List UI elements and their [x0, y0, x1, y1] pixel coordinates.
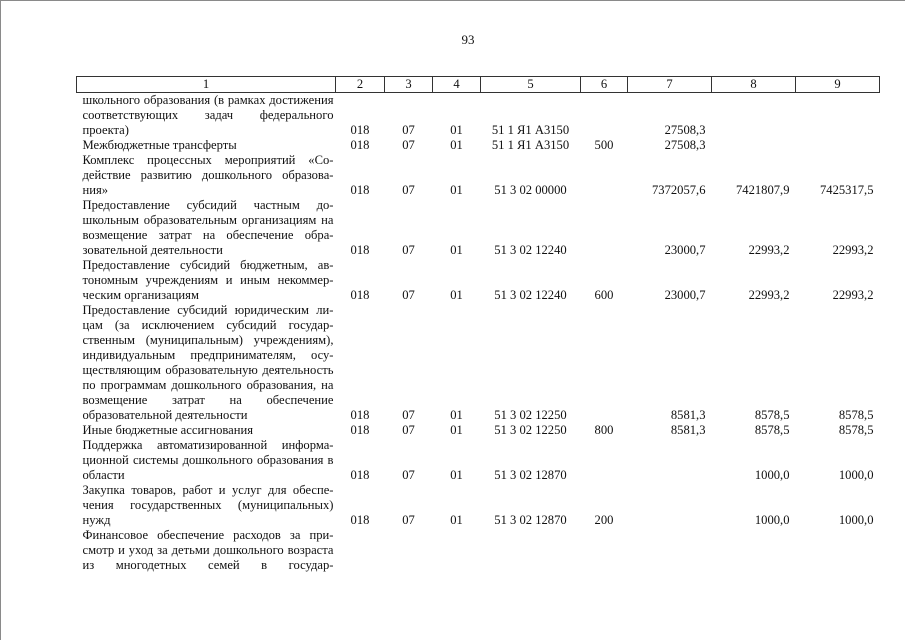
- cell-subsection: 01: [450, 123, 463, 137]
- cell-expense-type: [581, 438, 628, 483]
- column-header: 9: [796, 77, 880, 93]
- cell-amount-col8: 1000,0: [754, 468, 790, 482]
- cell-target-article: 51 3 02 12870: [494, 468, 567, 482]
- table-row: [77, 198, 880, 258]
- cell-amount-col8: [712, 138, 796, 153]
- table-row: [77, 138, 880, 153]
- cell-expense-type: 800: [594, 423, 614, 437]
- cell-amount-col8: [712, 93, 796, 139]
- table-row: [77, 438, 880, 483]
- row-description: Финансовое обеспечение расходов за присмотр и уход за детьми дошкольного возраста из многодетных семей в государ-: [82, 528, 334, 572]
- table-row: [77, 303, 880, 423]
- cell-ministry-code: 018: [350, 408, 370, 422]
- cell-ministry-code: 018: [350, 468, 370, 482]
- cell-expense-type: [581, 93, 628, 139]
- cell-ministry-code: 018: [350, 423, 370, 437]
- table-row: [77, 483, 880, 528]
- cell-expense-type: [581, 198, 628, 258]
- table-row: [77, 93, 880, 139]
- cell-amount-col8: 1000,0: [754, 513, 790, 527]
- cell-amount-col9: 22993,2: [832, 243, 874, 257]
- row-description: Предоставление субсидий юридическим лицам (за исключением субсидий государственным (муниципальным) учреждениям), индивидуальным предпринимателям, осуществляющим образовательную деятельность по программам дошкольного образования, на возмещение затрат на обеспечение образовательной деятельности: [82, 303, 334, 422]
- cell-amount-col9: 1000,0: [838, 468, 874, 482]
- cell-target-article: 51 3 02 12250: [494, 408, 567, 422]
- row-description: Межбюджетные трансферты: [82, 138, 237, 152]
- cell-subsection: [433, 528, 481, 573]
- cell-amount-col7: 8581,3: [670, 408, 706, 422]
- table-row: [77, 423, 880, 438]
- cell-target-article: 51 3 02 12250: [494, 423, 567, 437]
- cell-subsection: 01: [450, 243, 463, 257]
- cell-amount-col7: 27508,3: [664, 138, 706, 152]
- cell-ministry-code: 018: [350, 243, 370, 257]
- table-row: [77, 528, 880, 573]
- cell-subsection: 01: [450, 408, 463, 422]
- cell-amount-col8: [712, 528, 796, 573]
- cell-subsection: 01: [450, 423, 463, 437]
- row-description: Комплекс процессных мероприятий «Содействие развитию дошкольного образования»: [82, 153, 334, 197]
- row-description: Предоставление субсидий бюджетным, автономным учреждениям и иным некоммерческим организациям: [82, 258, 334, 302]
- cell-ministry-code: 018: [350, 513, 370, 527]
- cell-amount-col7: [628, 438, 712, 483]
- table-row: [77, 153, 880, 198]
- column-header: 2: [336, 77, 385, 93]
- cell-expense-type: 200: [594, 513, 614, 527]
- row-description: Закупка товаров, работ и услуг для обеспечения государственных (муниципальных) нужд: [82, 483, 334, 527]
- cell-amount-col7: 7372057,6: [651, 183, 706, 197]
- cell-amount-col7: 23000,7: [664, 288, 706, 302]
- cell-target-article: 51 1 Я1 А3150: [491, 123, 570, 137]
- cell-section: 07: [402, 513, 415, 527]
- table-header-row: [77, 77, 880, 93]
- column-header: 3: [385, 77, 433, 93]
- cell-amount-col8: 22993,2: [748, 288, 790, 302]
- cell-section: 07: [402, 423, 415, 437]
- page-border-left: [0, 0, 1, 640]
- row-description: Поддержка автоматизированной информационной системы дошкольного образования в области: [82, 438, 334, 482]
- cell-section: 07: [402, 183, 415, 197]
- row-description: Предоставление субсидий частным дошкольным образовательным организациям на возмещение затрат на обеспечение образовательной деятельности: [82, 198, 334, 257]
- page-border-top: [0, 0, 905, 1]
- cell-section: 07: [402, 123, 415, 137]
- cell-amount-col7: [628, 483, 712, 528]
- cell-amount-col7: 27508,3: [664, 123, 706, 137]
- cell-subsection: 01: [450, 513, 463, 527]
- cell-amount-col9: 1000,0: [838, 513, 874, 527]
- cell-expense-type: 500: [594, 138, 614, 152]
- cell-subsection: 01: [450, 138, 463, 152]
- cell-amount-col9: [796, 528, 880, 573]
- cell-amount-col9: [796, 138, 880, 153]
- cell-amount-col7: 23000,7: [664, 243, 706, 257]
- row-description: Иные бюджетные ассигнования: [82, 423, 254, 437]
- cell-ministry-code: 018: [350, 138, 370, 152]
- cell-amount-col9: 8578,5: [838, 408, 874, 422]
- cell-ministry-code: [336, 528, 385, 573]
- cell-ministry-code: 018: [350, 183, 370, 197]
- cell-expense-type: [581, 303, 628, 423]
- cell-expense-type: 600: [594, 288, 614, 302]
- column-header: 8: [712, 77, 796, 93]
- budget-table: [76, 76, 880, 573]
- column-header: 7: [628, 77, 712, 93]
- cell-target-article: 51 3 02 00000: [494, 183, 567, 197]
- cell-amount-col8: 8578,5: [754, 423, 790, 437]
- cell-section: 07: [402, 408, 415, 422]
- cell-amount-col8: 22993,2: [748, 243, 790, 257]
- cell-subsection: 01: [450, 288, 463, 302]
- cell-target-article: 51 3 02 12870: [494, 513, 567, 527]
- cell-expense-type: [581, 153, 628, 198]
- cell-target-article: 51 3 02 12240: [494, 243, 567, 257]
- page-number: 93: [461, 32, 475, 47]
- cell-section: [385, 528, 433, 573]
- cell-amount-col9: 22993,2: [832, 288, 874, 302]
- cell-subsection: 01: [450, 183, 463, 197]
- column-header: 4: [433, 77, 481, 93]
- row-description: школьного образования (в рамках достижения соответствующих задач федерального проекта): [82, 93, 334, 137]
- cell-target-article: 51 1 Я1 А3150: [491, 138, 570, 152]
- cell-ministry-code: 018: [350, 288, 370, 302]
- cell-amount-col8: 8578,5: [754, 408, 790, 422]
- column-header: 6: [581, 77, 628, 93]
- table-row: [77, 258, 880, 303]
- cell-target-article: [481, 528, 581, 573]
- cell-section: 07: [402, 288, 415, 302]
- cell-target-article: 51 3 02 12240: [494, 288, 567, 302]
- cell-section: 07: [402, 138, 415, 152]
- cell-section: 07: [402, 243, 415, 257]
- cell-amount-col9: 7425317,5: [819, 183, 874, 197]
- cell-amount-col8: 7421807,9: [735, 183, 790, 197]
- cell-ministry-code: 018: [350, 123, 370, 137]
- cell-amount-col7: [628, 528, 712, 573]
- cell-amount-col9: 8578,5: [838, 423, 874, 437]
- cell-expense-type: [581, 528, 628, 573]
- cell-amount-col9: [796, 93, 880, 139]
- cell-subsection: 01: [450, 468, 463, 482]
- column-header: 1: [77, 77, 336, 93]
- cell-section: 07: [402, 468, 415, 482]
- cell-amount-col7: 8581,3: [670, 423, 706, 437]
- column-header: 5: [481, 77, 581, 93]
